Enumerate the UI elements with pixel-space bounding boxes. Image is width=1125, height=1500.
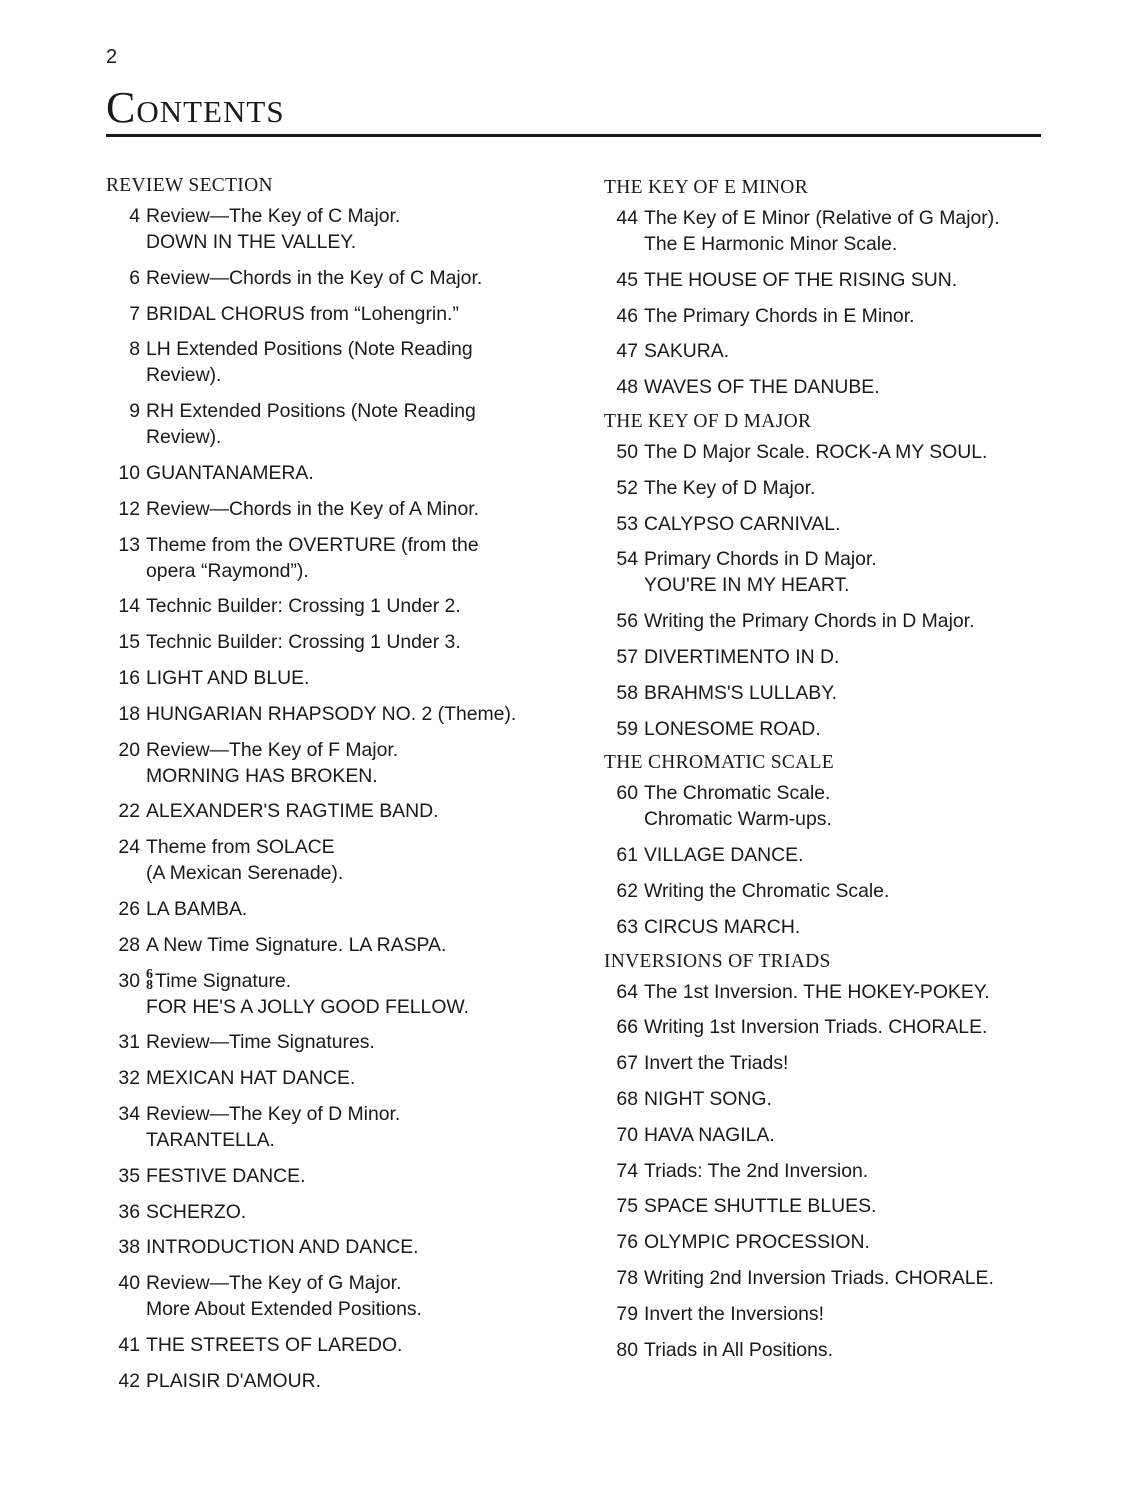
page-ref-number: 59 <box>616 717 638 740</box>
page-ref-number: 70 <box>616 1123 638 1146</box>
entry-line: THE HOUSE OF THE RISING SUN. <box>644 268 958 291</box>
toc-entry <box>104 968 544 1020</box>
entry-title <box>146 737 544 789</box>
entry-title <box>146 203 544 255</box>
toc-entry <box>602 1086 1047 1112</box>
contents-right-column <box>602 172 1047 1372</box>
page-ref-number: 50 <box>616 440 638 463</box>
entry-line: Technic Builder: Crossing 1 Under 3. <box>146 631 461 654</box>
toc-entry <box>602 1050 1047 1076</box>
entry-title <box>146 1234 544 1260</box>
toc-entry <box>104 1368 544 1394</box>
entry-line: Review—The Key of F Major. <box>146 738 399 761</box>
page-ref-number: 7 <box>129 302 140 325</box>
entry-line: opera “Raymond”). <box>146 559 309 582</box>
entry-title <box>146 896 544 922</box>
page-ref-number: 22 <box>118 800 140 823</box>
entry-title <box>644 680 1047 706</box>
entry-line: DIVERTIMENTO IN D. <box>644 645 840 668</box>
page-ref-number: 74 <box>616 1159 638 1182</box>
toc-entry <box>602 1193 1047 1219</box>
entry-line: LONESOME ROAD. <box>644 717 821 740</box>
toc-entry <box>104 1332 544 1358</box>
entry-line: The Chromatic Scale. <box>644 782 831 805</box>
entry-title <box>146 532 544 584</box>
page-ref-number: 62 <box>616 879 638 902</box>
entry-line: SPACE SHUTTLE BLUES. <box>644 1195 877 1218</box>
entry-line: Review—Chords in the Key of A Minor. <box>146 497 480 520</box>
entry-title <box>146 265 544 291</box>
entry-line: Primary Chords in D Major. <box>644 548 877 571</box>
entry-title <box>146 1270 544 1322</box>
toc-entry <box>104 496 544 522</box>
page-number: 2 <box>106 46 118 68</box>
section-review-section <box>104 174 544 1394</box>
page-ref-number: 36 <box>118 1200 140 1223</box>
entry-line: Review—The Key of C Major. <box>146 205 401 227</box>
entry-line: PLAISIR D'AMOUR. <box>146 1369 322 1392</box>
entry-line: DOWN IN THE VALLEY. <box>146 231 357 253</box>
entry-title <box>644 267 1047 293</box>
time-signature-glyph <box>146 966 153 993</box>
page-ref-number: 54 <box>616 548 638 571</box>
toc-entry <box>104 1163 544 1189</box>
entry-title <box>644 1337 1047 1363</box>
entry-line: Invert the Inversions! <box>644 1302 824 1325</box>
section-heading: INVERSIONS OF TRIADS <box>604 950 831 972</box>
entry-line: FESTIVE DANCE. <box>146 1164 306 1187</box>
entry-line: The D Major Scale. ROCK-A MY SOUL. <box>644 440 988 463</box>
entry-line: HUNGARIAN RHAPSODY NO. 2 (Theme). <box>146 702 517 725</box>
entry-line: HAVA NAGILA. <box>644 1123 775 1146</box>
toc-entry <box>602 374 1047 400</box>
toc-entry <box>104 1065 544 1091</box>
page-ref-number: 78 <box>616 1266 638 1289</box>
section-the-key-of-e-minor <box>602 176 1047 400</box>
page-ref-number: 52 <box>616 476 638 499</box>
entry-line: INTRODUCTION AND DANCE. <box>146 1236 419 1259</box>
toc-entry <box>602 878 1047 904</box>
entry-title <box>644 439 1047 465</box>
entry-title <box>146 301 544 327</box>
page-ref-number: 40 <box>118 1272 140 1295</box>
entry-line: Review). <box>146 426 222 449</box>
page-ref-number: 60 <box>616 782 638 805</box>
page-ref-number: 8 <box>129 338 140 361</box>
page-ref-number: 66 <box>616 1016 638 1039</box>
page-ref-number: 47 <box>616 340 638 363</box>
entry-line: Triads in All Positions. <box>644 1338 833 1361</box>
entry-line: LA BAMBA. <box>146 897 248 920</box>
entry-line: CALYPSO CARNIVAL. <box>644 512 841 535</box>
entry-title <box>644 780 1047 832</box>
entry-line: NIGHT SONG. <box>644 1087 772 1110</box>
entry-title <box>644 644 1047 670</box>
entry-line: Review). <box>146 364 222 387</box>
page-ref-number: 34 <box>118 1102 140 1125</box>
entry-line: WAVES OF THE DANUBE. <box>644 376 880 399</box>
entry-title <box>146 1199 544 1225</box>
toc-entry <box>104 593 544 619</box>
entry-title <box>644 608 1047 634</box>
entry-title <box>146 1163 544 1189</box>
page-ref-number: 13 <box>118 533 140 556</box>
toc-entry <box>104 203 544 255</box>
toc-entry <box>602 546 1047 598</box>
toc-entry <box>602 914 1047 940</box>
toc-entry <box>602 205 1047 257</box>
page-ref-number: 53 <box>616 512 638 535</box>
toc-entry <box>104 1029 544 1055</box>
toc-entry <box>104 932 544 958</box>
page-ref-number: 63 <box>616 915 638 938</box>
entry-title <box>146 701 544 727</box>
section-heading: REVIEW SECTION <box>106 175 273 196</box>
entry-line: VILLAGE DANCE. <box>644 844 804 867</box>
entry-title <box>644 374 1047 400</box>
toc-entry <box>602 644 1047 670</box>
page-ref-number: 16 <box>118 666 140 689</box>
toc-entry <box>104 629 544 655</box>
entry-line: SCHERZO. <box>146 1200 247 1223</box>
toc-entry <box>602 1229 1047 1255</box>
toc-entry <box>104 1234 544 1260</box>
page-ref-number: 80 <box>616 1338 638 1361</box>
toc-entry <box>602 1122 1047 1148</box>
entry-title <box>146 665 544 691</box>
entry-line: The E Harmonic Minor Scale. <box>644 233 898 255</box>
page-ref-number: 41 <box>118 1333 140 1356</box>
entry-title <box>644 1265 1047 1291</box>
entry-title <box>644 205 1047 257</box>
toc-entry <box>104 737 544 789</box>
toc-entry <box>602 979 1047 1005</box>
section-the-chromatic-scale <box>602 751 1047 939</box>
entry-line: FOR HE'S A JOLLY GOOD FELLOW. <box>146 995 470 1018</box>
entry-line: Theme from SOLACE <box>146 836 335 859</box>
entry-title <box>146 1368 544 1394</box>
entry-title <box>644 716 1047 742</box>
contents-left-column <box>104 172 544 1404</box>
page-ref-number: 15 <box>118 631 140 654</box>
toc-entry <box>602 475 1047 501</box>
entry-line: MORNING HAS BROKEN. <box>146 764 378 787</box>
page-ref-number: 46 <box>616 304 638 327</box>
entry-title <box>644 546 1047 598</box>
toc-entry <box>602 1265 1047 1291</box>
page-ref-number: 42 <box>118 1369 140 1392</box>
entry-title <box>146 496 544 522</box>
page-ref-number: 30 <box>118 969 140 992</box>
entry-line: Triads: The 2nd Inversion. <box>644 1159 869 1182</box>
page-ref-number: 68 <box>616 1087 638 1110</box>
entry-title <box>644 878 1047 904</box>
section-heading: THE KEY OF D MAJOR <box>604 410 812 432</box>
entry-title <box>644 1122 1047 1148</box>
entry-line: Invert the Triads! <box>644 1052 789 1075</box>
title-rule <box>106 134 1041 137</box>
section-heading: THE KEY OF E MINOR <box>604 177 808 198</box>
page-ref-number: 79 <box>616 1302 638 1325</box>
toc-entry <box>104 1101 544 1153</box>
entry-title <box>146 629 544 655</box>
entry-line: The Key of D Major. <box>644 476 816 499</box>
entry-title <box>146 932 544 958</box>
entry-line: SAKURA. <box>644 340 730 363</box>
toc-entry <box>602 842 1047 868</box>
entry-line: THE STREETS OF LAREDO. <box>146 1333 403 1356</box>
entry-line: LH Extended Positions (Note Reading <box>146 338 473 361</box>
toc-entry <box>602 780 1047 832</box>
entry-line: Writing the Chromatic Scale. <box>644 879 890 902</box>
toc-entry <box>602 1337 1047 1363</box>
page-ref-number: 6 <box>129 266 140 289</box>
toc-entry <box>104 1199 544 1225</box>
toc-entry <box>104 1270 544 1322</box>
entry-line: Theme from the OVERTURE (from the <box>146 533 479 556</box>
toc-entry <box>104 665 544 691</box>
toc-entry <box>602 267 1047 293</box>
entry-line: GUANTANAMERA. <box>146 461 314 484</box>
entry-line: Writing 2nd Inversion Triads. CHORALE. <box>644 1266 994 1289</box>
entry-line: MEXICAN HAT DANCE. <box>146 1067 356 1090</box>
entry-line: Review—Time Signatures. <box>146 1031 375 1054</box>
entry-line: Writing 1st Inversion Triads. CHORALE. <box>644 1016 988 1039</box>
entry-line: Review—The Key of G Major. <box>146 1272 402 1295</box>
toc-entry <box>104 834 544 886</box>
toc-entry <box>602 1158 1047 1184</box>
entry-title <box>644 511 1047 537</box>
toc-entry <box>602 439 1047 465</box>
toc-entry <box>602 303 1047 329</box>
entry-line: Writing the Primary Chords in D Major. <box>644 610 975 633</box>
page-ref-number: 38 <box>118 1236 140 1259</box>
entry-title <box>644 1050 1047 1076</box>
entry-line: RH Extended Positions (Note Reading <box>146 400 476 423</box>
toc-entry <box>104 896 544 922</box>
entry-title <box>146 1332 544 1358</box>
entry-line: CIRCUS MARCH. <box>644 915 801 938</box>
toc-entry <box>602 338 1047 364</box>
toc-entry <box>104 398 544 450</box>
entry-line <box>146 968 544 994</box>
page-ref-number: 32 <box>118 1067 140 1090</box>
page-ref-number: 14 <box>118 595 140 618</box>
toc-entry <box>104 460 544 486</box>
entry-title <box>644 979 1047 1005</box>
entry-title <box>146 834 544 886</box>
entry-line: TARANTELLA. <box>146 1128 275 1151</box>
toc-entry <box>104 532 544 584</box>
toc-entry <box>104 336 544 388</box>
section-inversions-of-triads <box>602 950 1047 1363</box>
toc-entry <box>602 608 1047 634</box>
entry-title <box>146 336 544 388</box>
entry-title <box>146 1065 544 1091</box>
entry-title <box>644 1014 1047 1040</box>
page-ref-number: 28 <box>118 933 140 956</box>
page-ref-number: 58 <box>616 681 638 704</box>
entry-title <box>146 968 544 1020</box>
entry-line: OLYMPIC PROCESSION. <box>644 1231 870 1254</box>
toc-entry <box>602 511 1047 537</box>
page-ref-number: 45 <box>616 268 638 291</box>
page-ref-number: 56 <box>616 610 638 633</box>
entry-title <box>644 842 1047 868</box>
page-ref-number: 48 <box>616 376 638 399</box>
entry-line: The Primary Chords in E Minor. <box>644 304 915 327</box>
section-the-key-of-d-major <box>602 410 1047 742</box>
entry-line: Technic Builder: Crossing 1 Under 2. <box>146 595 461 618</box>
page-ref-number: 64 <box>616 980 638 1003</box>
entry-title <box>146 593 544 619</box>
page-ref-number: 9 <box>129 400 140 423</box>
toc-entry <box>104 301 544 327</box>
entry-title <box>644 914 1047 940</box>
toc-entry <box>602 1301 1047 1327</box>
page-ref-number: 20 <box>118 738 140 761</box>
entry-line: (A Mexican Serenade). <box>146 862 344 885</box>
page-ref-number: 12 <box>118 497 140 520</box>
toc-entry <box>602 716 1047 742</box>
entry-title <box>146 1029 544 1055</box>
entry-line-text: Time Signature. <box>155 969 292 992</box>
entry-title <box>146 798 544 824</box>
entry-title <box>644 1158 1047 1184</box>
page-ref-number: 26 <box>118 897 140 920</box>
entry-line: Chromatic Warm-ups. <box>644 808 832 831</box>
entry-line: YOU'RE IN MY HEART. <box>644 574 850 597</box>
entry-line: The 1st Inversion. THE HOKEY-POKEY. <box>644 980 990 1003</box>
entry-title <box>644 338 1047 364</box>
entry-title <box>644 475 1047 501</box>
page-ref-number: 24 <box>118 836 140 859</box>
entry-line: ALEXANDER'S RAGTIME BAND. <box>146 800 439 823</box>
page-ref-number: 57 <box>616 645 638 668</box>
page-ref-number: 61 <box>616 844 638 867</box>
page-ref-number: 10 <box>118 461 140 484</box>
entry-line: BRAHMS'S LULLABY. <box>644 681 838 704</box>
entry-title <box>146 398 544 450</box>
page-ref-number: 76 <box>616 1231 638 1254</box>
toc-entry <box>602 1014 1047 1040</box>
page-ref-number: 4 <box>129 205 140 227</box>
entry-line: LIGHT AND BLUE. <box>146 666 310 689</box>
entry-line: BRIDAL CHORUS from “Lohengrin.” <box>146 302 459 325</box>
entry-line: A New Time Signature. LA RASPA. <box>146 933 447 956</box>
toc-entry <box>104 701 544 727</box>
entry-title <box>146 1101 544 1153</box>
entry-title <box>644 1301 1047 1327</box>
toc-entry <box>602 680 1047 706</box>
page-ref-number: 18 <box>118 702 140 725</box>
time-signature-digit: 8 <box>146 977 153 993</box>
toc-entry <box>104 265 544 291</box>
page-ref-number: 75 <box>616 1195 638 1218</box>
page-title: Contents <box>106 83 285 132</box>
entry-title <box>644 1229 1047 1255</box>
entry-line: Review—The Key of D Minor. <box>146 1102 401 1125</box>
page-ref-number: 31 <box>118 1031 140 1054</box>
entry-title <box>644 303 1047 329</box>
section-heading: THE CHROMATIC SCALE <box>604 752 834 774</box>
page-ref-number: 67 <box>616 1052 638 1075</box>
page-ref-number: 35 <box>118 1164 140 1187</box>
entry-title <box>644 1193 1047 1219</box>
entry-line: Review—Chords in the Key of C Major. <box>146 266 483 289</box>
time-signature-digit: 6 <box>146 966 153 982</box>
entry-title <box>146 460 544 486</box>
entry-title <box>644 1086 1047 1112</box>
entry-line: The Key of E Minor (Relative of G Major). <box>644 207 1000 229</box>
entry-line: More About Extended Positions. <box>146 1298 422 1321</box>
toc-entry <box>104 798 544 824</box>
page-ref-number: 44 <box>616 207 638 229</box>
